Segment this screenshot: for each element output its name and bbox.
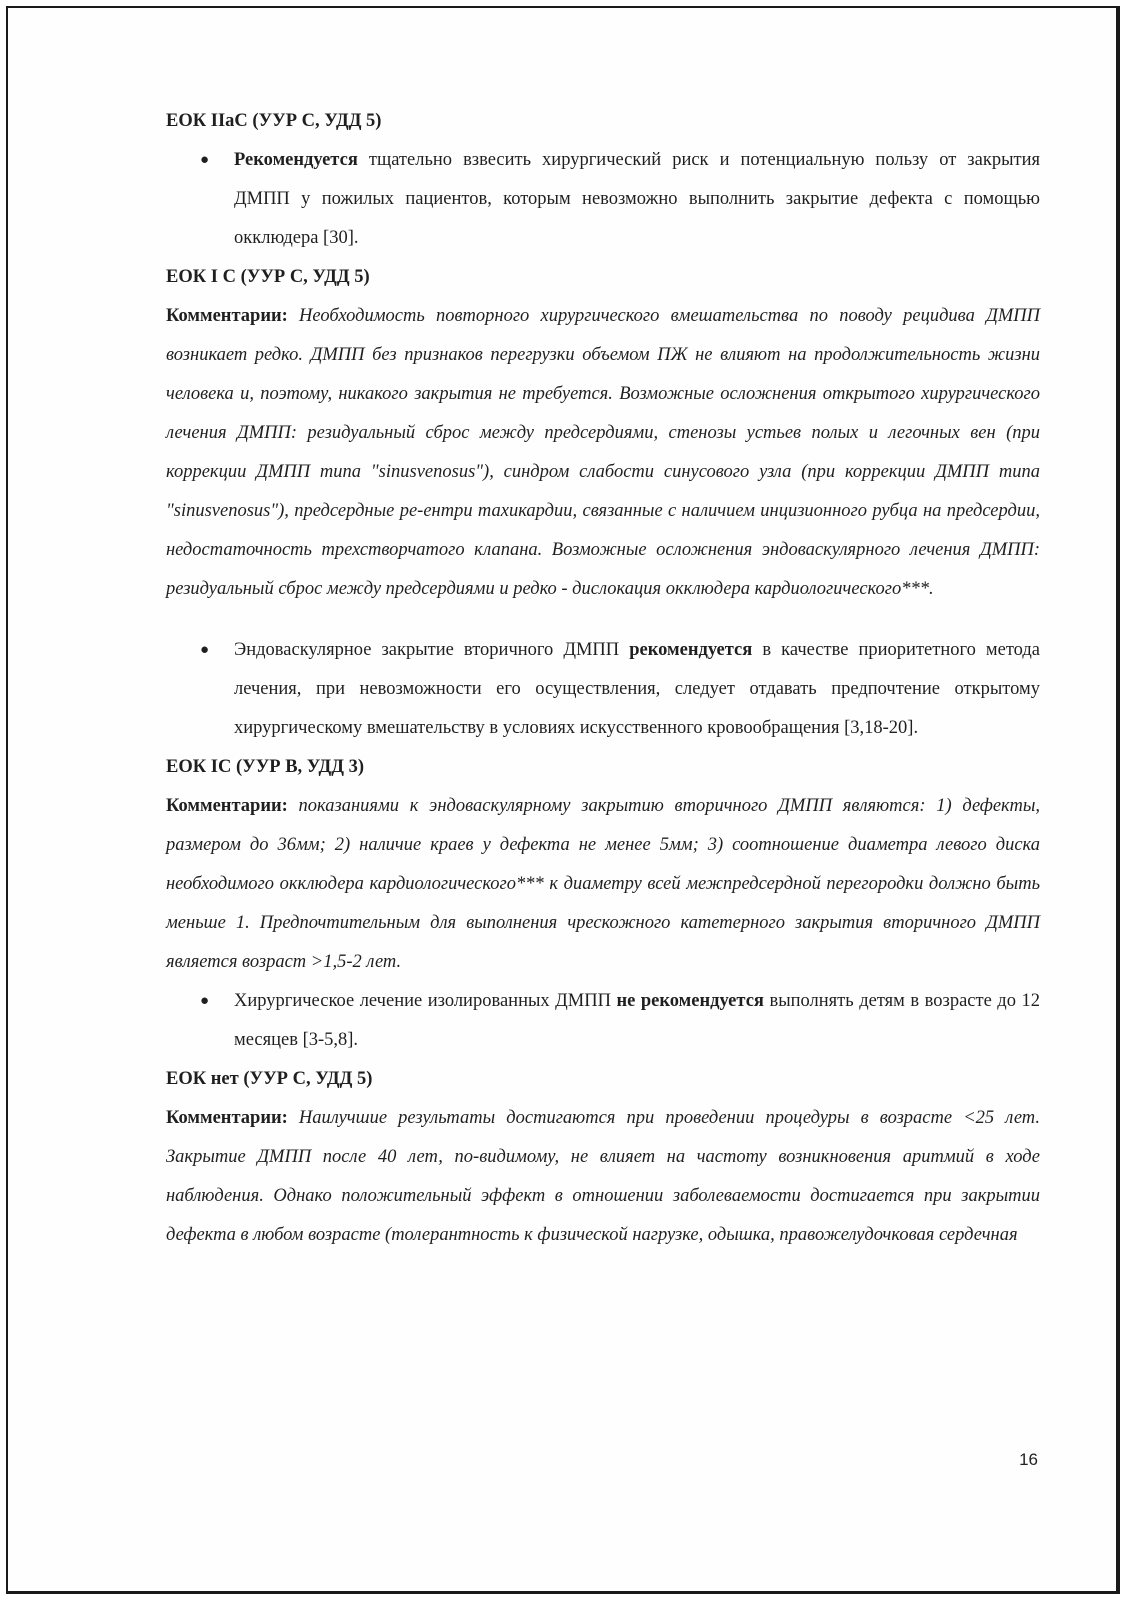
comment-label: Комментарии: [166, 796, 288, 816]
recommendation-bullet [166, 982, 1040, 1060]
comment-text: показаниями к эндоваскулярному закрытию вторичного ДМПП являются: 1) дефекты, размером до 36мм; 2) наличие краев у дефекта не менее 5мм; 3) соотношение диаметра левого диска необходимого окклюдера кардиологического*** к диаметру всей межпредсердной перегородки должно быть меньше 1. Предпочтительным для выполнения чрескожного катетерного закрытия вторичного ДМПП является возраст >1,5-2 лет. [166, 796, 1040, 972]
recommendation-level-header: ЕОК IIaC (УУР С, УДД 5) [166, 111, 382, 131]
recommendation-text: Эндоваскулярное закрытие вторичного ДМПП [234, 640, 630, 660]
recommendation-level-header: ЕОК нет (УУР С, УДД 5) [166, 1069, 373, 1089]
recommendation-keyword: рекомендуется [629, 640, 753, 660]
comment-label: Комментарии: [166, 306, 288, 326]
recommendation-keyword: Рекомендуется [234, 150, 358, 170]
recommendation-keyword: не рекомендуется [616, 991, 764, 1011]
page-number: 16 [1019, 1450, 1038, 1469]
document-page [6, 6, 1120, 1594]
bullet-icon: ● [200, 993, 210, 1009]
recommendation-bullet [166, 141, 1040, 258]
recommendation-text: в качестве приоритетного метода лечения, при невозможности его осуществления, следует отдавать предпочтение открытому хирургическому вмешательству в условиях искусственного кровообращения [3,18-20]. [234, 640, 1041, 738]
recommendation-level-header: ЕОК IC (УУР В, УДД 3) [166, 757, 364, 777]
comment-text: Необходимость повторного хирургического вмешательства по поводу рецидива ДМПП возникает редко. ДМПП без признаков перегрузки объемом ПЖ не влияют на продолжительность жизни человека и, поэтому, никакого закрытия не требуется. Возможные осложнения открытого хирургического лечения ДМПП: резидуальный сброс между предсердиями, стенозы устьев полых и легочных вен (при коррекции ДМПП типа "sinusvenosus"), синдром слабости синусового узла (при коррекции ДМПП типа "sinusvenosus"), предсердные ре-ентри тахикардии, связанные с наличием инцизионного рубца на предсердии, недостаточность трехстворчатого клапана. Возможные осложнения эндоваскулярного лечения ДМПП: резидуальный сброс между предсердиями и редко - дислокация окклюдера кардиологического***. [166, 306, 1040, 599]
recommendation-text: Хирургическое лечение изолированных ДМПП [234, 991, 617, 1011]
comment-paragraph [166, 1099, 1040, 1255]
bullet-icon: ● [200, 642, 210, 658]
recommendation-bullet [166, 631, 1040, 748]
page-content [166, 102, 1040, 1255]
spacer [166, 609, 1040, 631]
comment-paragraph [166, 787, 1040, 982]
recommendation-level-header: ЕОК I С (УУР С, УДД 5) [166, 267, 370, 287]
recommendation-text: выполнять детям в возрасте до 12 месяцев [3-5,8]. [234, 991, 1040, 1050]
comment-paragraph [166, 297, 1040, 609]
comment-label: Комментарии: [166, 1108, 288, 1128]
recommendation-text: тщательно взвесить хирургический риск и потенциальную пользу от закрытия ДМПП у пожилых пациентов, которым невозможно выполнить закрытие дефекта с помощью окклюдера [30]. [234, 150, 1040, 248]
comment-text: Наилучшие результаты достигаются при проведении процедуры в возрасте <25 лет. Закрытие ДМПП после 40 лет, по-видимому, не влияет на частоту возникновения аритмий в ходе наблюдения. Однако положительный эффект в отношении заболеваемости достигается при закрытии дефекта в любом возрасте (толерантность к физической нагрузке, одышка, правожелудочковая сердечная [166, 1108, 1040, 1245]
bullet-icon: ● [200, 152, 210, 168]
